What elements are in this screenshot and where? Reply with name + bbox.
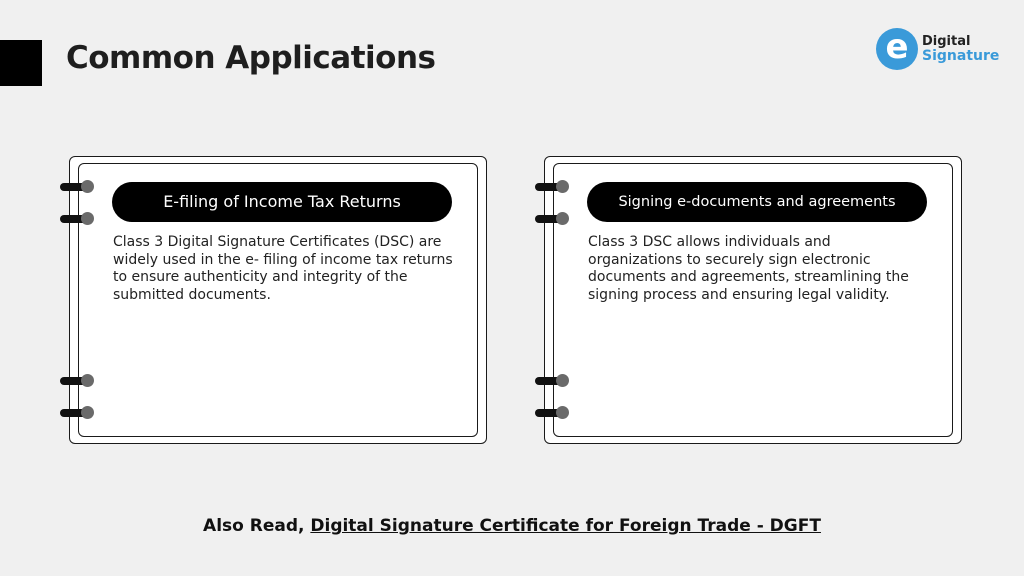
card-label-efiling: E-filing of Income Tax Returns: [112, 182, 452, 222]
logo-e-icon: e: [876, 28, 918, 70]
binder-ring-icon: [535, 215, 565, 223]
corner-accent-block: [0, 40, 42, 86]
binder-ring-icon: [60, 409, 90, 417]
logo-line-2: Signature: [922, 48, 1000, 64]
binder-ring-icon: [60, 183, 90, 191]
dgft-article-link[interactable]: Digital Signature Certificate for Foreign Trade - DGFT: [310, 516, 821, 536]
card-label-signing: Signing e-documents and agreements: [587, 182, 927, 222]
binder-ring-icon: [535, 377, 565, 385]
also-read-line: [0, 516, 1024, 536]
also-read-prefix: Also Read,: [203, 516, 305, 536]
binder-ring-icon: [535, 409, 565, 417]
brand-logo[interactable]: [876, 28, 1006, 72]
binder-ring-icon: [60, 215, 90, 223]
binder-ring-icon: [535, 183, 565, 191]
logo-wordmark: [922, 34, 999, 64]
card-body-signing: Class 3 DSC allows individuals and organizations to securely sign electronic documents and agreements, streamlining the signing process and ensuring legal validity.: [588, 234, 909, 303]
page-title: Common Applications: [66, 40, 436, 76]
logo-line-1: Digital: [922, 34, 971, 49]
binder-ring-icon: [60, 377, 90, 385]
card-body-efiling: Class 3 Digital Signature Certificates (DSC) are widely used in the e- filing of income tax returns to ensure authenticity and integrity of the submitted documents.: [113, 234, 453, 303]
